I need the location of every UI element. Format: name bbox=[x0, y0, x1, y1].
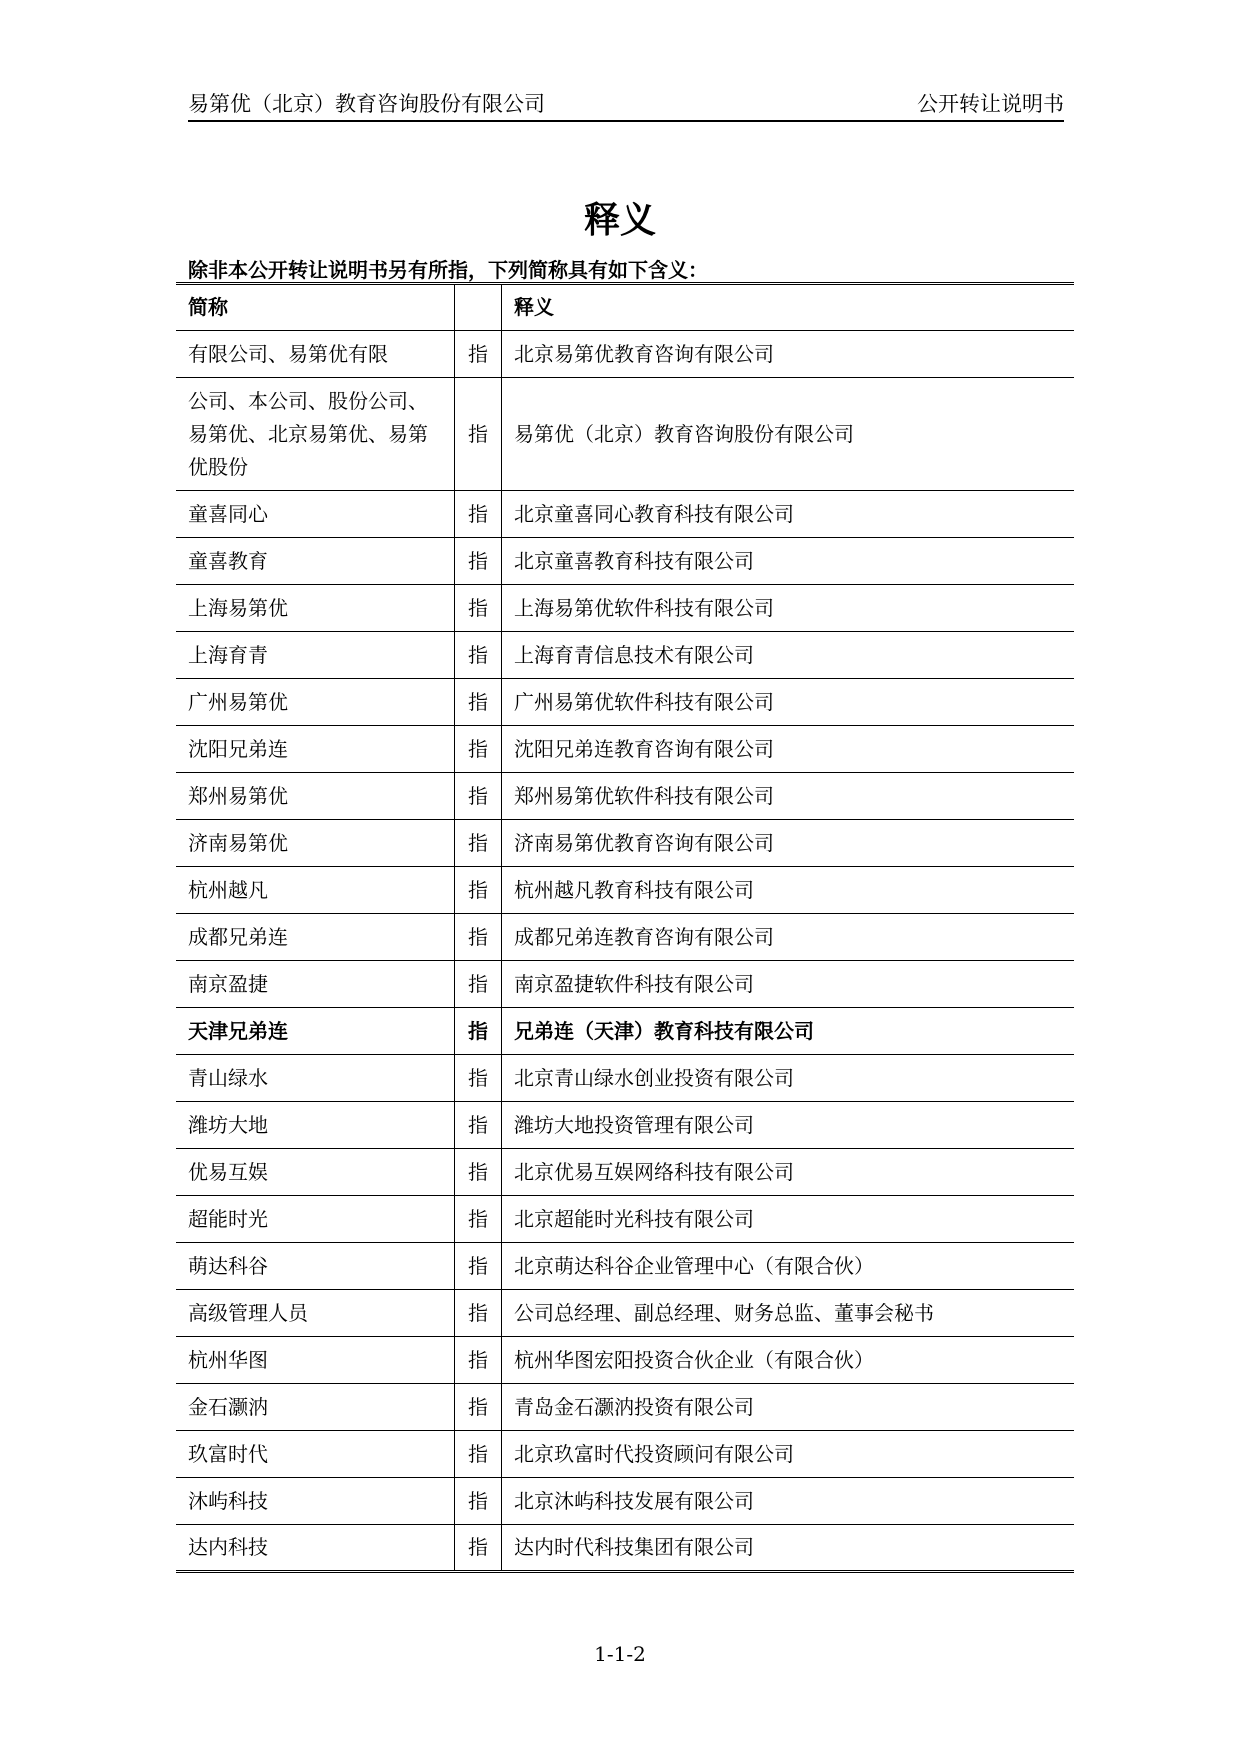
refers-cell: 指 bbox=[455, 538, 502, 585]
refers-cell: 指 bbox=[455, 820, 502, 867]
definition-cell: 兄弟连（天津）教育科技有限公司 bbox=[502, 1008, 1075, 1055]
definition-cell: 沈阳兄弟连教育咨询有限公司 bbox=[502, 726, 1075, 773]
table-row bbox=[176, 1478, 1074, 1525]
table-row bbox=[176, 1055, 1074, 1102]
definition-cell: 北京童喜教育科技有限公司 bbox=[502, 538, 1075, 585]
abbreviation-cell: 高级管理人员 bbox=[176, 1290, 455, 1337]
table-header-row bbox=[176, 284, 1074, 331]
refers-cell: 指 bbox=[455, 961, 502, 1008]
abbreviation-cell: 有限公司、易第优有限 bbox=[176, 331, 455, 378]
page-header bbox=[188, 86, 1064, 122]
refers-cell: 指 bbox=[455, 1102, 502, 1149]
definition-cell: 北京玖富时代投资顾问有限公司 bbox=[502, 1431, 1075, 1478]
refers-cell: 指 bbox=[455, 1055, 502, 1102]
abbreviation-cell: 天津兄弟连 bbox=[176, 1008, 455, 1055]
refers-cell: 指 bbox=[455, 378, 502, 491]
table-row bbox=[176, 1149, 1074, 1196]
table-row bbox=[176, 1431, 1074, 1478]
header-abbreviation: 简称 bbox=[176, 284, 455, 331]
table-row bbox=[176, 773, 1074, 820]
definition-cell: 杭州越凡教育科技有限公司 bbox=[502, 867, 1075, 914]
abbreviation-cell: 上海育青 bbox=[176, 632, 455, 679]
table-row bbox=[176, 538, 1074, 585]
page-title: 释义 bbox=[583, 200, 656, 241]
definition-cell: 达内时代科技集团有限公司 bbox=[514, 1535, 754, 1559]
intro-text: 除非本公开转让说明书另有所指，下列简称具有如下含义： bbox=[188, 258, 708, 282]
table-row bbox=[176, 331, 1074, 378]
refers-cell: 指 bbox=[455, 632, 502, 679]
definition-cell: 南京盈捷软件科技有限公司 bbox=[502, 961, 1075, 1008]
refers-cell: 指 bbox=[455, 914, 502, 961]
abbreviation-cell: 沈阳兄弟连 bbox=[176, 726, 455, 773]
abbreviation-cell: 成都兄弟连 bbox=[176, 914, 455, 961]
definition-cell: 公司总经理、副总经理、财务总监、董事会秘书 bbox=[502, 1290, 1075, 1337]
table-row bbox=[176, 1102, 1074, 1149]
table-row bbox=[176, 1290, 1074, 1337]
abbreviation-cell: 青山绿水 bbox=[176, 1055, 455, 1102]
table-row bbox=[176, 585, 1074, 632]
header-document-type: 公开转让说明书 bbox=[917, 92, 1064, 116]
refers-cell: 指 bbox=[455, 1290, 502, 1337]
abbreviation-cell: 童喜同心 bbox=[176, 491, 455, 538]
table-row bbox=[176, 632, 1074, 679]
refers-cell: 指 bbox=[455, 1149, 502, 1196]
abbreviation-cell: 济南易第优 bbox=[176, 820, 455, 867]
table-row bbox=[176, 1243, 1074, 1290]
abbreviation-cell: 潍坊大地 bbox=[176, 1102, 455, 1149]
refers-cell: 指 bbox=[455, 773, 502, 820]
abbreviation-cell: 达内科技 bbox=[176, 1525, 455, 1572]
abbreviation-cell: 优易互娱 bbox=[176, 1149, 455, 1196]
refers-cell: 指 bbox=[455, 331, 502, 378]
header-company-name: 易第优（北京）教育咨询股份有限公司 bbox=[188, 92, 545, 116]
abbreviation-cell: 杭州越凡 bbox=[176, 867, 455, 914]
table-row bbox=[176, 726, 1074, 773]
refers-cell: 指 bbox=[455, 1196, 502, 1243]
definition-cell: 北京易第优教育咨询有限公司 bbox=[502, 331, 1075, 378]
abbreviation-cell: 沐屿科技 bbox=[176, 1478, 455, 1525]
definition-cell: 易第优（北京）教育咨询股份有限公司 bbox=[502, 378, 1075, 491]
refers-cell: 指 bbox=[455, 491, 502, 538]
table-row bbox=[176, 867, 1074, 914]
definition-cell: 北京萌达科谷企业管理中心（有限合伙） bbox=[502, 1243, 1075, 1290]
definition-cell: 北京沐屿科技发展有限公司 bbox=[502, 1478, 1075, 1525]
definition-cell: 济南易第优教育咨询有限公司 bbox=[502, 820, 1075, 867]
table-row bbox=[176, 961, 1074, 1008]
definitions-table bbox=[176, 282, 1074, 1573]
abbreviation-cell: 杭州华图 bbox=[176, 1337, 455, 1384]
abbreviation-cell: 玖富时代 bbox=[176, 1431, 455, 1478]
abbreviation-cell: 超能时光 bbox=[176, 1196, 455, 1243]
definition-cell: 成都兄弟连教育咨询有限公司 bbox=[502, 914, 1075, 961]
definition-cell: 北京优易互娱网络科技有限公司 bbox=[502, 1149, 1075, 1196]
definition-cell: 郑州易第优软件科技有限公司 bbox=[502, 773, 1075, 820]
table-row bbox=[176, 1525, 1074, 1572]
header-definition: 释义 bbox=[502, 284, 1075, 331]
refers-cell: 指 bbox=[455, 726, 502, 773]
definition-cell: 北京童喜同心教育科技有限公司 bbox=[502, 491, 1075, 538]
table-row bbox=[176, 491, 1074, 538]
table-row bbox=[176, 914, 1074, 961]
definition-cell: 广州易第优软件科技有限公司 bbox=[502, 679, 1075, 726]
definition-cell: 上海育青信息技术有限公司 bbox=[502, 632, 1075, 679]
refers-cell: 指 bbox=[455, 1431, 502, 1478]
definition-cell: 杭州华图宏阳投资合伙企业（有限合伙） bbox=[502, 1337, 1075, 1384]
refers-cell: 指 bbox=[455, 1337, 502, 1384]
table-row bbox=[176, 820, 1074, 867]
table-row bbox=[176, 679, 1074, 726]
table-row bbox=[176, 378, 1074, 491]
table-row bbox=[176, 1196, 1074, 1243]
abbreviation-cell: 南京盈捷 bbox=[176, 961, 455, 1008]
refers-cell: 指 bbox=[455, 1525, 502, 1572]
definition-cell: 青岛金石灏汭投资有限公司 bbox=[502, 1384, 1075, 1431]
table-row bbox=[176, 1008, 1074, 1055]
refers-cell: 指 bbox=[455, 1243, 502, 1290]
abbreviation-cell: 广州易第优 bbox=[176, 679, 455, 726]
abbreviation-cell: 童喜教育 bbox=[176, 538, 455, 585]
refers-cell: 指 bbox=[455, 1478, 502, 1525]
refers-cell: 指 bbox=[455, 867, 502, 914]
page-number: 1-1-2 bbox=[594, 1642, 646, 1666]
definition-cell: 北京超能时光科技有限公司 bbox=[502, 1196, 1075, 1243]
definition-cell: 北京青山绿水创业投资有限公司 bbox=[502, 1055, 1075, 1102]
table-row bbox=[176, 1384, 1074, 1431]
definition-cell: 潍坊大地投资管理有限公司 bbox=[502, 1102, 1075, 1149]
abbreviation-cell: 萌达科谷 bbox=[176, 1243, 455, 1290]
refers-cell: 指 bbox=[455, 585, 502, 632]
abbreviation-cell: 郑州易第优 bbox=[176, 773, 455, 820]
header-empty bbox=[455, 284, 502, 331]
abbreviation-cell: 上海易第优 bbox=[176, 585, 455, 632]
abbreviation-cell: 金石灏汭 bbox=[176, 1384, 455, 1431]
refers-cell: 指 bbox=[455, 679, 502, 726]
table-row bbox=[176, 1337, 1074, 1384]
refers-cell: 指 bbox=[455, 1008, 502, 1055]
refers-cell: 指 bbox=[455, 1384, 502, 1431]
definition-cell: 上海易第优软件科技有限公司 bbox=[502, 585, 1075, 632]
abbreviation-cell: 公司、本公司、股份公司、易第优、北京易第优、易第优股份 bbox=[176, 378, 455, 491]
